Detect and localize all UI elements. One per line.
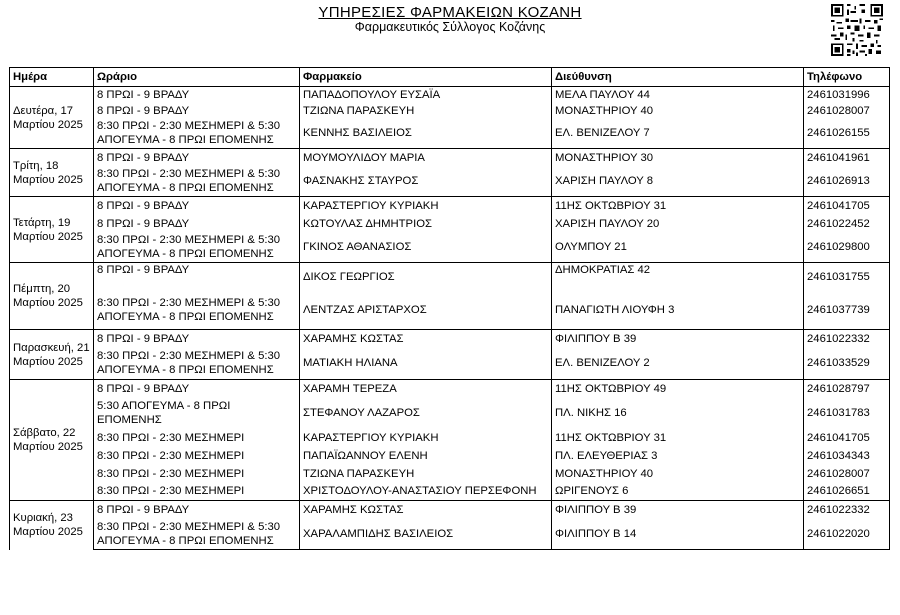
phone-cell: 2461033529 [804,348,890,380]
pharmacy-cell: ΠΑΠΑΪΩΑΝΝΟΥ ΕΛΕΝΗ [300,447,552,465]
pharmacy-cell: ΚΑΡΑΣΤΕΡΓΙΟΥ ΚΥΡΙΑΚΗ [300,429,552,447]
phone-cell: 2461041961 [804,149,890,167]
table-row [10,330,890,348]
hours-cell: 8:30 ΠΡΩΙ - 2:30 ΜΕΣΗΜΕΡΙ & 5:30 ΑΠΟΓΕΥΜΑ - 8 ΠΡΩΙ ΕΠΟΜΕΝΗΣ [94,233,300,263]
phone-cell: 2461028797 [804,380,890,398]
qr-code-icon [831,4,883,56]
pharmacy-cell: ΜΟΥΜΟΥΛΙΔΟΥ ΜΑΡΙΑ [300,149,552,167]
hours-cell: 8:30 ΠΡΩΙ - 2:30 ΜΕΣΗΜΕΡΙ & 5:30 ΑΠΟΓΕΥΜΑ - 8 ΠΡΩΙ ΕΠΟΜΕΝΗΣ [94,292,300,330]
day-cell: Κυριακή, 23 Μαρτίου 2025 [10,501,94,550]
day-cell: Σάββατο, 22 Μαρτίου 2025 [10,380,94,501]
day-cell: Παρασκευή, 21 Μαρτίου 2025 [10,330,94,380]
phone-cell: 2461022020 [804,519,890,550]
phone-cell: 2461022332 [804,330,890,348]
pharmacy-cell: ΔΙΚΟΣ ΓΕΩΡΓΙΟΣ [300,263,552,292]
hours-cell: 8 ΠΡΩΙ - 9 ΒΡΑΔΥ [94,197,300,215]
table-row [10,263,890,292]
pharmacy-cell: ΤΖΙΩΝΑ ΠΑΡΑΣΚΕΥΗ [300,103,552,119]
table-row [10,292,890,330]
address-cell: 11ΗΣ ΟΚΤΩΒΡΙΟΥ 31 [552,429,804,447]
table-header-row [10,68,890,87]
phone-cell: 2461028007 [804,103,890,119]
table-row [10,519,890,550]
day-cell: Τρίτη, 18 Μαρτίου 2025 [10,149,94,197]
hours-cell: 8:30 ΠΡΩΙ - 2:30 ΜΕΣΗΜΕΡΙ & 5:30 ΑΠΟΓΕΥΜΑ - 8 ΠΡΩΙ ΕΠΟΜΕΝΗΣ [94,119,300,149]
table-row [10,215,890,233]
address-cell: 11ΗΣ ΟΚΤΩΒΡΙΟΥ 49 [552,380,804,398]
phone-cell: 2461026651 [804,483,890,501]
hours-cell: 5:30 ΑΠΟΓΕΥΜΑ - 8 ΠΡΩΙ ΕΠΟΜΕΝΗΣ [94,398,300,429]
table-row [10,103,890,119]
table-row [10,167,890,197]
phone-cell: 2461022332 [804,501,890,519]
page-subtitle: Φαρμακευτικός Σύλλογος Κοζάνης [354,20,546,34]
table-body [10,87,890,550]
address-cell: ΟΛΥΜΠΟΥ 21 [552,233,804,263]
pharmacy-cell: ΚΩΤΟΥΛΑΣ ΔΗΜΗΤΡΙΟΣ [300,215,552,233]
hours-cell: 8 ΠΡΩΙ - 9 ΒΡΑΔΥ [94,215,300,233]
phone-cell: 2461029800 [804,233,890,263]
hours-cell: 8 ΠΡΩΙ - 9 ΒΡΑΔΥ [94,263,300,292]
phone-cell: 2461041705 [804,197,890,215]
address-cell: ΕΛ. ΒΕΝΙΖΕΛΟΥ 2 [552,348,804,380]
address-cell: ΠΑΝΑΓΙΩΤΗ ΛΙΟΥΦΗ 3 [552,292,804,330]
address-cell: ΩΡΙΓΕΝΟΥΣ 6 [552,483,804,501]
column-header-day: Ημέρα [10,68,94,87]
phone-cell: 2461041705 [804,429,890,447]
hours-cell: 8 ΠΡΩΙ - 9 ΒΡΑΔΥ [94,380,300,398]
hours-cell: 8:30 ΠΡΩΙ - 2:30 ΜΕΣΗΜΕΡΙ & 5:30 ΑΠΟΓΕΥΜΑ - 8 ΠΡΩΙ ΕΠΟΜΕΝΗΣ [94,519,300,550]
table-row [10,380,890,398]
table-row [10,233,890,263]
phone-cell: 2461031996 [804,87,890,103]
table-row [10,348,890,380]
column-header-address: Διεύθυνση [552,68,804,87]
address-cell: ΜΟΝΑΣΤΗΡΙΟΥ 30 [552,149,804,167]
address-cell: ΧΑΡΙΣΗ ΠΑΥΛΟΥ 8 [552,167,804,197]
hours-cell: 8:30 ΠΡΩΙ - 2:30 ΜΕΣΗΜΕΡΙ & 5:30 ΑΠΟΓΕΥΜΑ - 8 ΠΡΩΙ ΕΠΟΜΕΝΗΣ [94,348,300,380]
table-row [10,398,890,429]
pharmacy-cell: ΚΕΝΝΗΣ ΒΑΣΙΛΕΙΟΣ [300,119,552,149]
address-cell: ΠΛ. ΝΙΚΗΣ 16 [552,398,804,429]
phone-cell: 2461022452 [804,215,890,233]
pharmacy-cell: ΧΑΡΑΜΗΣ ΚΩΣΤΑΣ [300,330,552,348]
hours-cell: 8:30 ΠΡΩΙ - 2:30 ΜΕΣΗΜΕΡΙ [94,465,300,483]
day-cell: Τετάρτη, 19 Μαρτίου 2025 [10,197,94,263]
pharmacy-cell: ΦΑΣΝΑΚΗΣ ΣΤΑΥΡΟΣ [300,167,552,197]
table-row [10,87,890,103]
address-cell: ΦΙΛΙΠΠΟΥ Β 39 [552,501,804,519]
day-cell: Δευτέρα, 17 Μαρτίου 2025 [10,87,94,149]
phone-cell: 2461034343 [804,447,890,465]
hours-cell: 8:30 ΠΡΩΙ - 2:30 ΜΕΣΗΜΕΡΙ [94,483,300,501]
address-cell: ΕΛ. ΒΕΝΙΖΕΛΟΥ 7 [552,119,804,149]
table-row [10,465,890,483]
hours-cell: 8 ΠΡΩΙ - 9 ΒΡΑΔΥ [94,330,300,348]
pharmacy-cell: ΧΡΙΣΤΟΔΟΥΛΟΥ-ΑΝΑΣΤΑΣΙΟΥ ΠΕΡΣΕΦΟΝΗ [300,483,552,501]
hours-cell: 8 ΠΡΩΙ - 9 ΒΡΑΔΥ [94,87,300,103]
hours-cell: 8 ΠΡΩΙ - 9 ΒΡΑΔΥ [94,501,300,519]
day-cell: Πέμπτη, 20 Μαρτίου 2025 [10,263,94,330]
address-cell: ΠΛ. ΕΛΕΥΘΕΡΙΑΣ 3 [552,447,804,465]
table-row [10,149,890,167]
table-row [10,483,890,501]
pharmacy-cell: ΓΚΙΝΟΣ ΑΘΑΝΑΣΙΟΣ [300,233,552,263]
address-cell: ΦΙΛΙΠΠΟΥ Β 39 [552,330,804,348]
table-row [10,501,890,519]
address-cell: ΦΙΛΙΠΠΟΥ Β 14 [552,519,804,550]
address-cell: ΔΗΜΟΚΡΑΤΙΑΣ 42 [552,263,804,292]
pharmacy-cell: ΧΑΡΑΜΗ ΤΕΡΕΖΑ [300,380,552,398]
address-cell: 11ΗΣ ΟΚΤΩΒΡΙΟΥ 31 [552,197,804,215]
table-row [10,447,890,465]
pharmacy-cell: ΚΑΡΑΣΤΕΡΓΙΟΥ ΚΥΡΙΑΚΗ [300,197,552,215]
pharmacy-cell: ΜΑΤΙΑΚΗ ΗΛΙΑΝΑ [300,348,552,380]
pharmacy-cell: ΣΤΕΦΑΝΟΥ ΛΑΖΑΡΟΣ [300,398,552,429]
phone-cell: 2461037739 [804,292,890,330]
table-row [10,119,890,149]
column-header-pharmacy: Φαρμακείο [300,68,552,87]
phone-cell: 2461028007 [804,465,890,483]
phone-cell: 2461031783 [804,398,890,429]
phone-cell: 2461026913 [804,167,890,197]
hours-cell: 8:30 ΠΡΩΙ - 2:30 ΜΕΣΗΜΕΡΙ & 5:30 ΑΠΟΓΕΥΜΑ - 8 ΠΡΩΙ ΕΠΟΜΕΝΗΣ [94,167,300,197]
pharmacy-cell: ΛΕΝΤΖΑΣ ΑΡΙΣΤΑΡΧΟΣ [300,292,552,330]
table-row [10,197,890,215]
address-cell: ΜΟΝΑΣΤΗΡΙΟΥ 40 [552,103,804,119]
hours-cell: 8:30 ΠΡΩΙ - 2:30 ΜΕΣΗΜΕΡΙ [94,447,300,465]
address-cell: ΜΟΝΑΣΤΗΡΙΟΥ 40 [552,465,804,483]
page-title: ΥΠΗΡΕΣΙΕΣ ΦΑΡΜΑΚΕΙΩΝ ΚΟΖΑΝΗ [318,4,582,21]
pharmacy-duty-table [9,67,890,550]
table-row [10,429,890,447]
address-cell: ΜΕΛΑ ΠΑΥΛΟΥ 44 [552,87,804,103]
column-header-phone: Τηλέφωνο [804,68,890,87]
pharmacy-cell: ΧΑΡΑΛΑΜΠΙΔΗΣ ΒΑΣΙΛΕΙΟΣ [300,519,552,550]
pharmacy-cell: ΤΖΙΩΝΑ ΠΑΡΑΣΚΕΥΗ [300,465,552,483]
phone-cell: 2461031755 [804,263,890,292]
pharmacy-cell: ΠΑΠΑΔΟΠΟΥΛΟΥ ΕΥΣΑΪΑ [300,87,552,103]
pharmacy-cell: ΧΑΡΑΜΗΣ ΚΩΣΤΑΣ [300,501,552,519]
column-header-hours: Ωράριο [94,68,300,87]
hours-cell: 8:30 ΠΡΩΙ - 2:30 ΜΕΣΗΜΕΡΙ [94,429,300,447]
phone-cell: 2461026155 [804,119,890,149]
address-cell: ΧΑΡΙΣΗ ΠΑΥΛΟΥ 20 [552,215,804,233]
hours-cell: 8 ΠΡΩΙ - 9 ΒΡΑΔΥ [94,149,300,167]
hours-cell: 8 ΠΡΩΙ - 9 ΒΡΑΔΥ [94,103,300,119]
